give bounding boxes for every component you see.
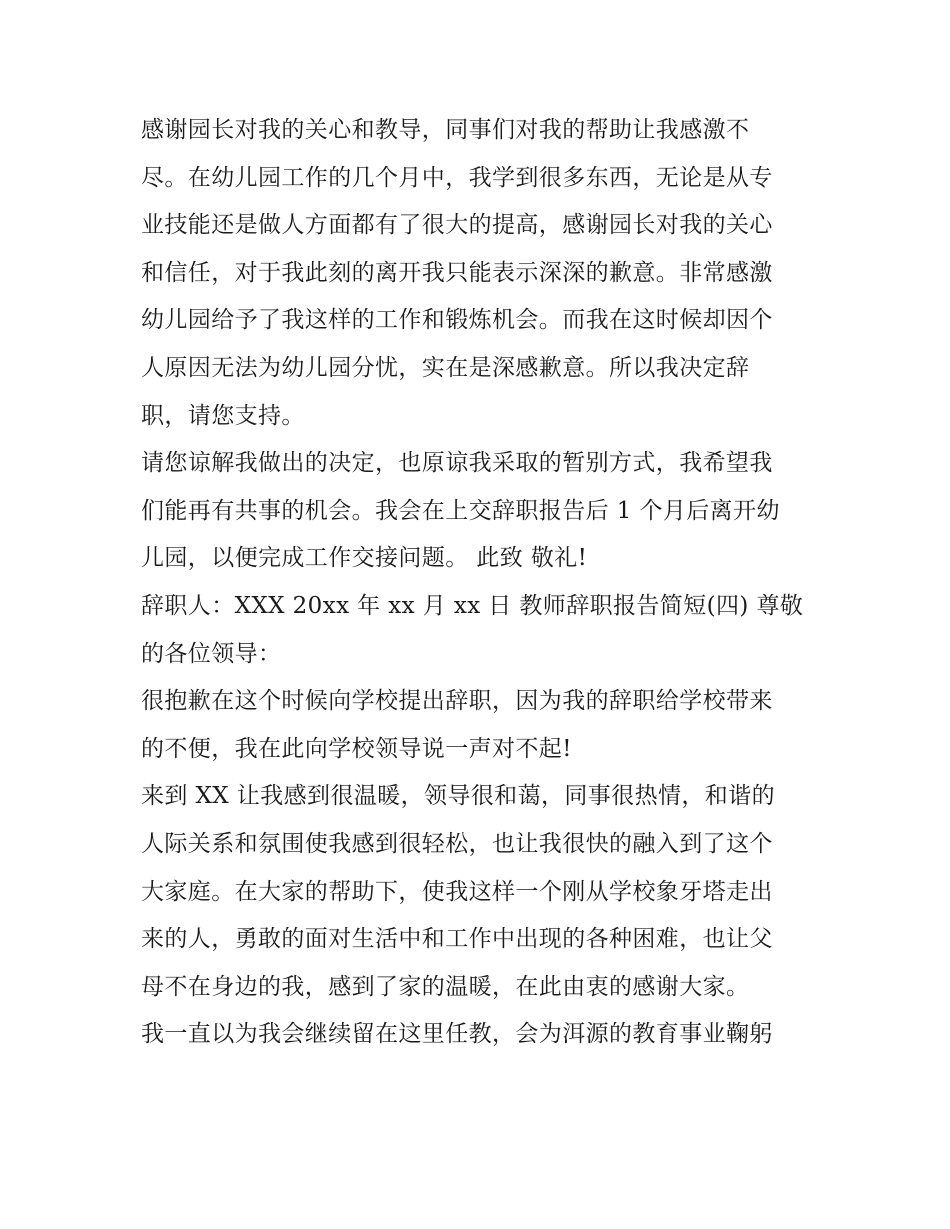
text-line: 幼儿园给予了我这样的工作和锻炼机会。而我在这时候却因个: [141, 307, 773, 334]
text-line: 大家庭。在大家的帮助下，使我这样一个刚从学校象牙塔走出: [141, 878, 773, 905]
text-line: 业技能还是做人方面都有了很大的提高，感谢园长对我的关心: [141, 212, 773, 239]
text-line: 的各位领导：: [141, 640, 282, 667]
text-line: 们能再有共事的机会。我会在上交辞职报告后 1 个月后离开幼: [141, 497, 780, 524]
text-line: 来的人，勇敢的面对生活中和工作中出现的各种困难，也让父: [141, 926, 773, 953]
text-line: 辞职人：XXX 20xx 年 xx 月 xx 日 教师辞职报告简短(四) 尊敬: [141, 592, 804, 619]
text-line: 职，请您支持。: [141, 402, 305, 429]
text-line: 我一直以为我会继续留在这里任教，会为洱源的教育事业鞠躬: [141, 1021, 773, 1048]
text-line: 儿园，以便完成工作交接问题。 此致 敬礼!: [141, 545, 588, 572]
text-line: 母不在身边的我，感到了家的温暖，在此由衷的感谢大家。: [141, 973, 750, 1000]
text-line: 和信任，对于我此刻的离开我只能表示深深的歉意。非常感激: [141, 259, 773, 286]
text-line: 人际关系和氛围使我感到很轻松，也让我很快的融入到了这个: [141, 830, 773, 857]
text-line: 人原因无法为幼儿园分忧，实在是深感歉意。所以我决定辞: [141, 354, 750, 381]
text-line: 来到 XX 让我感到很温暖，领导很和蔼，同事很热情，和谐的: [141, 783, 775, 810]
text-line: 感谢园长对我的关心和教导，同事们对我的帮助让我感激不: [141, 117, 750, 143]
text-line: 请您谅解我做出的决定，也原谅我采取的暂别方式，我希望我: [141, 450, 773, 477]
text-line: 的不便，我在此向学校领导说一声对不起!: [141, 735, 572, 762]
text-line: 很抱歉在这个时候向学校提出辞职，因为我的辞职给学校带来: [141, 688, 773, 715]
document-body: [141, 107, 821, 1059]
text-line: 尽。在幼儿园工作的几个月中，我学到很多东西，无论是从专: [141, 164, 773, 191]
